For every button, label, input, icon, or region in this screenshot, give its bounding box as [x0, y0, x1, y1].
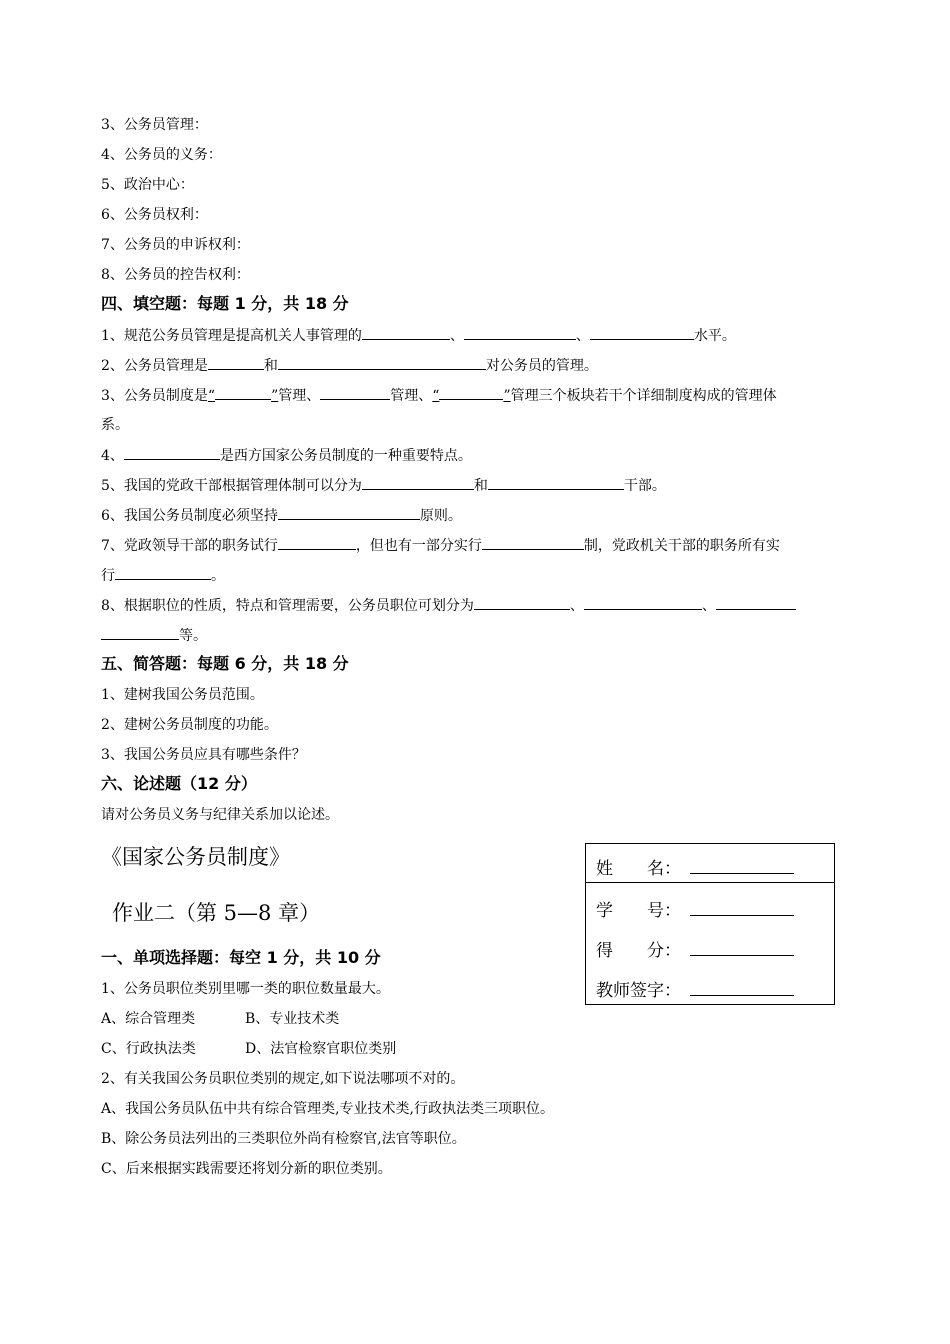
question-text: 4、 — [101, 448, 124, 464]
question-text: 、 — [449, 328, 464, 344]
term-item: 5、政治中心： — [101, 177, 194, 193]
score-field[interactable] — [690, 939, 794, 956]
options-row — [101, 1009, 339, 1029]
option-a[interactable]: A、我国公务员队伍中共有综合管理类,专业技术类,行政执法类三项职位。 — [101, 1101, 555, 1117]
question-4-6 — [101, 505, 462, 526]
answer-blank[interactable] — [439, 385, 503, 400]
question-4-8-cont — [101, 625, 207, 646]
question-text: 、 — [569, 598, 584, 614]
teacher-label: 教师签字： — [596, 981, 681, 1001]
answer-blank[interactable] — [278, 355, 486, 370]
question-text: 水平。 — [693, 328, 736, 344]
name-field[interactable] — [690, 857, 794, 874]
option-c[interactable]: C、行政执法类 — [101, 1041, 196, 1057]
score-row-score — [596, 939, 794, 962]
question-text: ，但也有一部分实行 — [355, 538, 482, 554]
id-field[interactable] — [690, 899, 794, 916]
answer-blank[interactable] — [320, 385, 390, 400]
list-item: 3、我国公务员应具有哪些条件？ — [101, 747, 306, 763]
question-text: 制，党政机关干部的职务所有实 — [583, 538, 780, 554]
answer-blank[interactable] — [278, 535, 356, 550]
question-text: 6、我国公务员制度必须坚持 — [101, 508, 278, 524]
list-item: 1、建树我国公务员范围。 — [101, 687, 264, 703]
answer-blank[interactable] — [278, 505, 420, 520]
assignment-title: 作业二（第 5—8 章） — [112, 901, 321, 925]
option-b[interactable]: B、专业技术类 — [245, 1011, 340, 1027]
answer-blank[interactable] — [208, 355, 264, 370]
question-4-3 — [101, 385, 777, 406]
question-text: 5、我国的党政干部根据管理体制可以分为 — [101, 478, 362, 494]
question-text: 3、公务员制度是 — [101, 388, 208, 404]
list-item: 2、建树公务员制度的功能。 — [101, 717, 278, 733]
score-label: 得 分： — [596, 941, 681, 961]
answer-blank[interactable] — [124, 445, 220, 460]
quote-mark: ” — [503, 388, 511, 404]
question-text: 管理三个板块若干个详细制度构成的管理体 — [510, 388, 777, 404]
question-4-2 — [101, 355, 598, 376]
score-row-teacher — [596, 979, 794, 1002]
term-item: 7、公务员的申诉权利： — [101, 237, 250, 253]
answer-blank[interactable] — [362, 475, 474, 490]
essay-prompt: 请对公务员义务与纪律关系加以论述。 — [101, 807, 339, 823]
name-label: 姓 名： — [596, 859, 681, 879]
question-text: 7、党政领导干部的职务试行 — [101, 538, 278, 554]
question-4-7 — [101, 535, 780, 556]
question-text: 和 — [263, 358, 278, 374]
question-text: 管理、 — [278, 388, 321, 404]
question-4-8 — [101, 595, 796, 616]
question-1-1: 1、公务员职位类别里哪一类的职位数量最大。 — [101, 981, 390, 997]
answer-blank[interactable] — [464, 325, 576, 340]
teacher-signature-field[interactable] — [690, 979, 794, 996]
section-heading-single-choice: 一、单项选择题：每空 1 分，共 10 分 — [101, 948, 381, 967]
term-item: 6、公务员权利： — [101, 207, 208, 223]
question-text: 原则。 — [419, 508, 462, 524]
option-d[interactable]: D、法官检察官职位类别 — [245, 1041, 397, 1057]
answer-blank[interactable] — [482, 535, 584, 550]
question-text: 干部。 — [623, 478, 666, 494]
term-item: 8、公务员的控告权利： — [101, 267, 250, 283]
answer-blank[interactable] — [362, 325, 450, 340]
question-text: 和 — [473, 478, 488, 494]
score-box-divider — [586, 882, 834, 883]
options-row — [101, 1039, 396, 1059]
question-text: 对公务员的管理。 — [485, 358, 598, 374]
answer-blank[interactable] — [590, 325, 694, 340]
section-heading-fill-blank: 四、填空题：每题 1 分，共 18 分 — [101, 294, 349, 313]
question-4-5 — [101, 475, 666, 496]
answer-blank[interactable] — [584, 595, 702, 610]
question-text: 是西方国家公务员制度的一种重要特点。 — [219, 448, 472, 464]
term-item: 4、公务员的义务： — [101, 147, 222, 163]
question-4-3-cont: 系。 — [101, 417, 129, 433]
question-text: 、 — [701, 598, 716, 614]
section-heading-short-answer: 五、简答题：每题 6 分，共 18 分 — [101, 654, 349, 673]
question-4-1 — [101, 325, 736, 346]
section-heading-essay: 六、论述题（12 分） — [101, 774, 257, 793]
answer-blank[interactable] — [716, 595, 796, 610]
question-text: 行 — [101, 568, 115, 584]
score-box — [585, 843, 835, 1005]
term-item: 3、公务员管理： — [101, 117, 208, 133]
question-text: 8、根据职位的性质，特点和管理需要，公务员职位可划分为 — [101, 598, 474, 614]
option-b[interactable]: B、除公务员法列出的三类职位外尚有检察官,法官等职位。 — [101, 1131, 466, 1147]
answer-blank[interactable] — [488, 475, 624, 490]
question-text: 管理、 — [390, 388, 433, 404]
answer-blank[interactable] — [215, 385, 271, 400]
answer-blank[interactable] — [115, 565, 211, 580]
score-row-name — [596, 857, 794, 880]
answer-blank[interactable] — [474, 595, 570, 610]
question-4-4 — [101, 445, 472, 466]
question-text: 。 — [211, 568, 225, 584]
quote-mark: ” — [271, 388, 279, 404]
question-text: 2、公务员管理是 — [101, 358, 208, 374]
quote-mark: “ — [432, 388, 440, 404]
option-a[interactable]: A、综合管理类 — [101, 1011, 196, 1027]
question-1-2: 2、有关我国公务员职位类别的规定,如下说法哪项不对的。 — [101, 1071, 465, 1087]
question-text: 、 — [575, 328, 590, 344]
option-c[interactable]: C、后来根据实践需要还将划分新的职位类别。 — [101, 1161, 392, 1177]
answer-blank[interactable] — [101, 625, 179, 640]
question-4-7-cont — [101, 565, 225, 586]
question-text: 等。 — [179, 628, 207, 644]
score-row-id — [596, 899, 794, 922]
course-title: 《国家公务员制度》 — [101, 845, 290, 869]
id-label: 学 号： — [596, 901, 681, 921]
quote-mark: “ — [207, 388, 216, 404]
question-text: 1、规范公务员管理是提高机关人事管理的 — [101, 328, 362, 344]
